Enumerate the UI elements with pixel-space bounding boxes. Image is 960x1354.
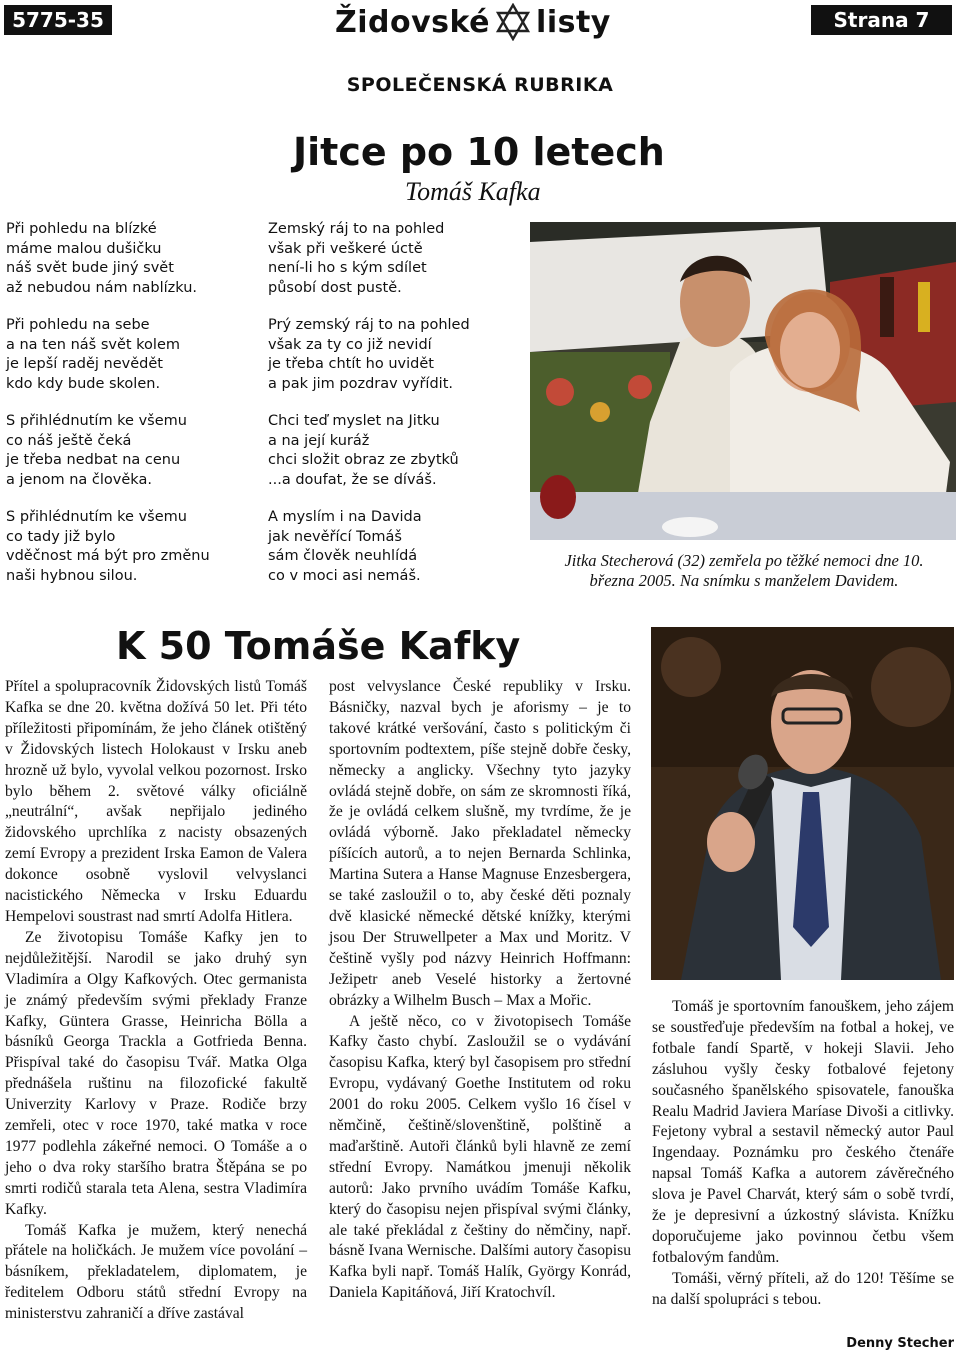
verse-line: není-li ho s kým sdílet — [268, 260, 427, 276]
article-paragraph: Přítel a spolupracovník Židovských listů Tomáš Kafka se dne 20. května dožívá 50 let. Při této příležitosti připomínám, že jeho článek otištěný v Židovských listech Holokaust v Irsku aneb hrozně už bylo, vyvolal velkou pozornost. Irsko bylo během 2. světové války oficiálně „neutrální“, avšak nepřijalo jediného židovského uprchlíka z nacisty obsazených zemí Evropy a prezident Irska Eamon de Valera dokonce osobně vyslovil velvyslanci nacistického Německa v Irsku Eduardu Hempelovi soustrast nad smrtí Adolfa Hitlera. — [5, 678, 307, 925]
verse-line: co v moci asi nemáš. — [268, 567, 421, 584]
verse-line: však za ty co již nevidí — [268, 336, 432, 353]
stanza — [6, 220, 246, 298]
verse-line: je třeba nedbat na cenu — [6, 452, 181, 468]
article-paragraph: Tomáš Kafka je mužem, který nenechá přátele na holičkách. Je mužem více povolání – básníkem, překladatelem, diplomatem, je ředitelem Odboru států střední Evropy na ministerstvu zahraničí a dříve zastával — [5, 1221, 307, 1323]
verse-line: sám člověk neuhlídá — [268, 548, 418, 564]
verse-line: vděčnost má být pro změnu — [6, 548, 210, 564]
verse-line: naši hybnou silou. — [6, 567, 138, 584]
verse-line: a jenom na člověka. — [6, 471, 152, 488]
verse-line: Zemský ráj to na pohled — [268, 221, 445, 237]
verse-line: A myslím i na Davida — [268, 509, 422, 525]
stanza — [268, 316, 518, 394]
verse-line: máme malou dušičku — [6, 240, 162, 257]
stanza — [268, 220, 518, 298]
article-paragraph: Tomáši, věrný příteli, až do 120! Těšíme se na další spolupráci s tebou. — [652, 1269, 954, 1308]
page-number: Strana 7 — [811, 5, 952, 35]
verse-line: Při pohledu na sebe — [6, 317, 150, 333]
article-paragraph: A ještě něco, co v životopisech Tomáše Kafky často chybí. Zasloužil se o vydávání časopisu Kafka, který byl časopisem pro střední Evropu, vydávaný Goethe Institutem od roku 2001 do roku 2005. Celkem vyšlo 16 čísel v němčině, češtině/slovenštině, polštině a maďarštině. Autoři článků byli hlavně ze zemí střední Evropy. Namátkou jmenuji několik autorů: Jako prvního uvádím Tomáše Kafku, který do časopisu nejen přispíval svými články, ale také překládal z češtiny do němčiny, např. básně Ivana Wernische. Dalšími autory časopisu Kafka byli např. Tomáš Halík, György Konrád, Daniela Kapitáňová, Jiří Kratochvíl. — [329, 1012, 631, 1302]
star-of-david-icon — [496, 3, 530, 41]
verse-line: a na ten náš svět kolem — [6, 336, 180, 353]
stanza — [268, 508, 518, 586]
verse-line: a pak jim pozdrav vyřídit. — [268, 375, 453, 392]
verse-line: co tady již bylo — [6, 528, 116, 545]
article-column-3 — [652, 997, 954, 1311]
verse-line: až nebudou nám nablízku. — [6, 279, 197, 296]
couple-photo — [530, 222, 956, 540]
verse-line: jak nevěřící Tomáš — [268, 528, 402, 545]
verse-line: S přihlédnutím ke všemu — [6, 413, 187, 429]
masthead — [335, 2, 611, 42]
verse-line: je třeba chtít ho uvidět — [268, 356, 434, 372]
verse-line: však při veškeré úctě — [268, 240, 423, 257]
speaker-photo — [651, 627, 954, 980]
verse-line: Chci teď myslet na Jitku — [268, 413, 440, 429]
article-paragraph: Ze životopisu Tomáše Kafky jen to nejdůležitější. Narodil se jako druhý syn Vladimíra a Olgy Kafkových. Otec germanista je známý především svými překlady Franze Kafky, Güntera Grasse, Heinricha Bölla a básníků Georga Trackla a Gotfrieda Benna. Přispíval také do časopisu Tvář. Matka Olga přednášela ruštinu na filozofické fakultě Univerzity Karlovy v Praze. Rodiče brzy zemřeli, otec v roce 1970, také matka v roce 1977 podlehla zákeřné nemoci. O Tomáše a o jeho o dva roky staršího bratra Štěpána se po smrti rodičů starala teta Alena, sestra Vladimíra Kafky. — [5, 928, 307, 1218]
poem-right-column — [268, 220, 518, 604]
article-column-2 — [329, 677, 631, 1304]
article-column-1 — [5, 677, 307, 1325]
verse-line: ...a doufat, že se díváš. — [268, 471, 437, 488]
article-paragraph: Tomáš je sportovním fanouškem, jeho zájem se soustřeďuje především na fotbal a hokej, ve fotbale fandí Spartě, v hokeji Slavii. Jeho zásluhou vyšly česky fotbalové fejetony současného španělského spisovatele, fanouška Realu Madrid Javiera Maríase Divoši a citlivky. Fejetony vybral a sestavil německý autor Paul Ingendaay. Poznámku pro českého čtenáře napsal Tomáš Kafka a autorem závěrečného slova je Pavel Charvát, který sám o sobě tvrdí, že je depresivní a úzkostný slávista. Knížku doporučujeme jako povinnou četbu všem fotbalovým fandům. — [652, 998, 954, 1266]
masthead-title-right: listy — [536, 4, 611, 40]
stanza — [268, 412, 518, 490]
section-rubric: SPOLEČENSKÁ RUBRIKA — [346, 74, 614, 96]
stanza — [6, 316, 246, 394]
verse-line: S přihlédnutím ke všemu — [6, 509, 187, 525]
verse-line: kdo kdy bude skolen. — [6, 375, 161, 392]
verse-line: chci složit obraz ze zbytků — [268, 452, 459, 468]
poem-author: Tomáš Kafka — [405, 177, 541, 206]
poem-title: Jitce po 10 letech — [293, 130, 665, 174]
verse-line: působí dost pustě. — [268, 279, 402, 296]
article-paragraph: post velvyslance České republiky v Irsku. Básničky, nazval bych je aforismy – je to takové krátké veršování, často s politickým či sportovním podtextem, píše stejně dobře česky, německy a anglicky. Všechny tyto jazyky ovládá stejně dobře, on sám ze skromnosti říká, že je ovládá celkem slušně, my tvrdíme, že je ovládá výborně. Jako překladatel německy píšících autorů, a to nejen Bernarda Schlinka, Martina Sutera a Hanse Magnuse Enzesbergera, se také zasloužil o to, aby české děti poznaly dvě klasické německé dětské knížky, kterými jsou Der Struwellpeter a Max und Moritz. V češtině vyšly pod názvy Heinrich Hoffmann: Ježipetr aneb Veselé historky a žertovné obrázky a Wilhelm Busch – Max a Mořic. — [329, 678, 631, 1009]
masthead-title-left: Židovské — [335, 4, 491, 40]
stanza — [6, 412, 246, 490]
article-signature: Denny Stecher — [846, 1336, 954, 1351]
issue-number: 5775-35 — [4, 5, 112, 35]
verse-line: co náš ještě čeká — [6, 432, 132, 449]
birthday-article-title: K 50 Tomáše Kafky — [116, 624, 521, 668]
verse-line: Prý zemský ráj to na pohled — [268, 317, 470, 333]
verse-line: je lepší raděj nevědět — [6, 356, 163, 372]
verse-line: a na její kuráž — [268, 432, 370, 449]
poem-left-column — [6, 220, 246, 604]
stanza — [6, 508, 246, 586]
couple-photo-caption: Jitka Stecherová (32) zemřela po těžké nemoci dne 10. března 2005. Na snímku s manželem Davidem. — [564, 551, 924, 590]
verse-line: náš svět bude jiný svět — [6, 260, 174, 276]
verse-line: Při pohledu na blízké — [6, 221, 157, 237]
